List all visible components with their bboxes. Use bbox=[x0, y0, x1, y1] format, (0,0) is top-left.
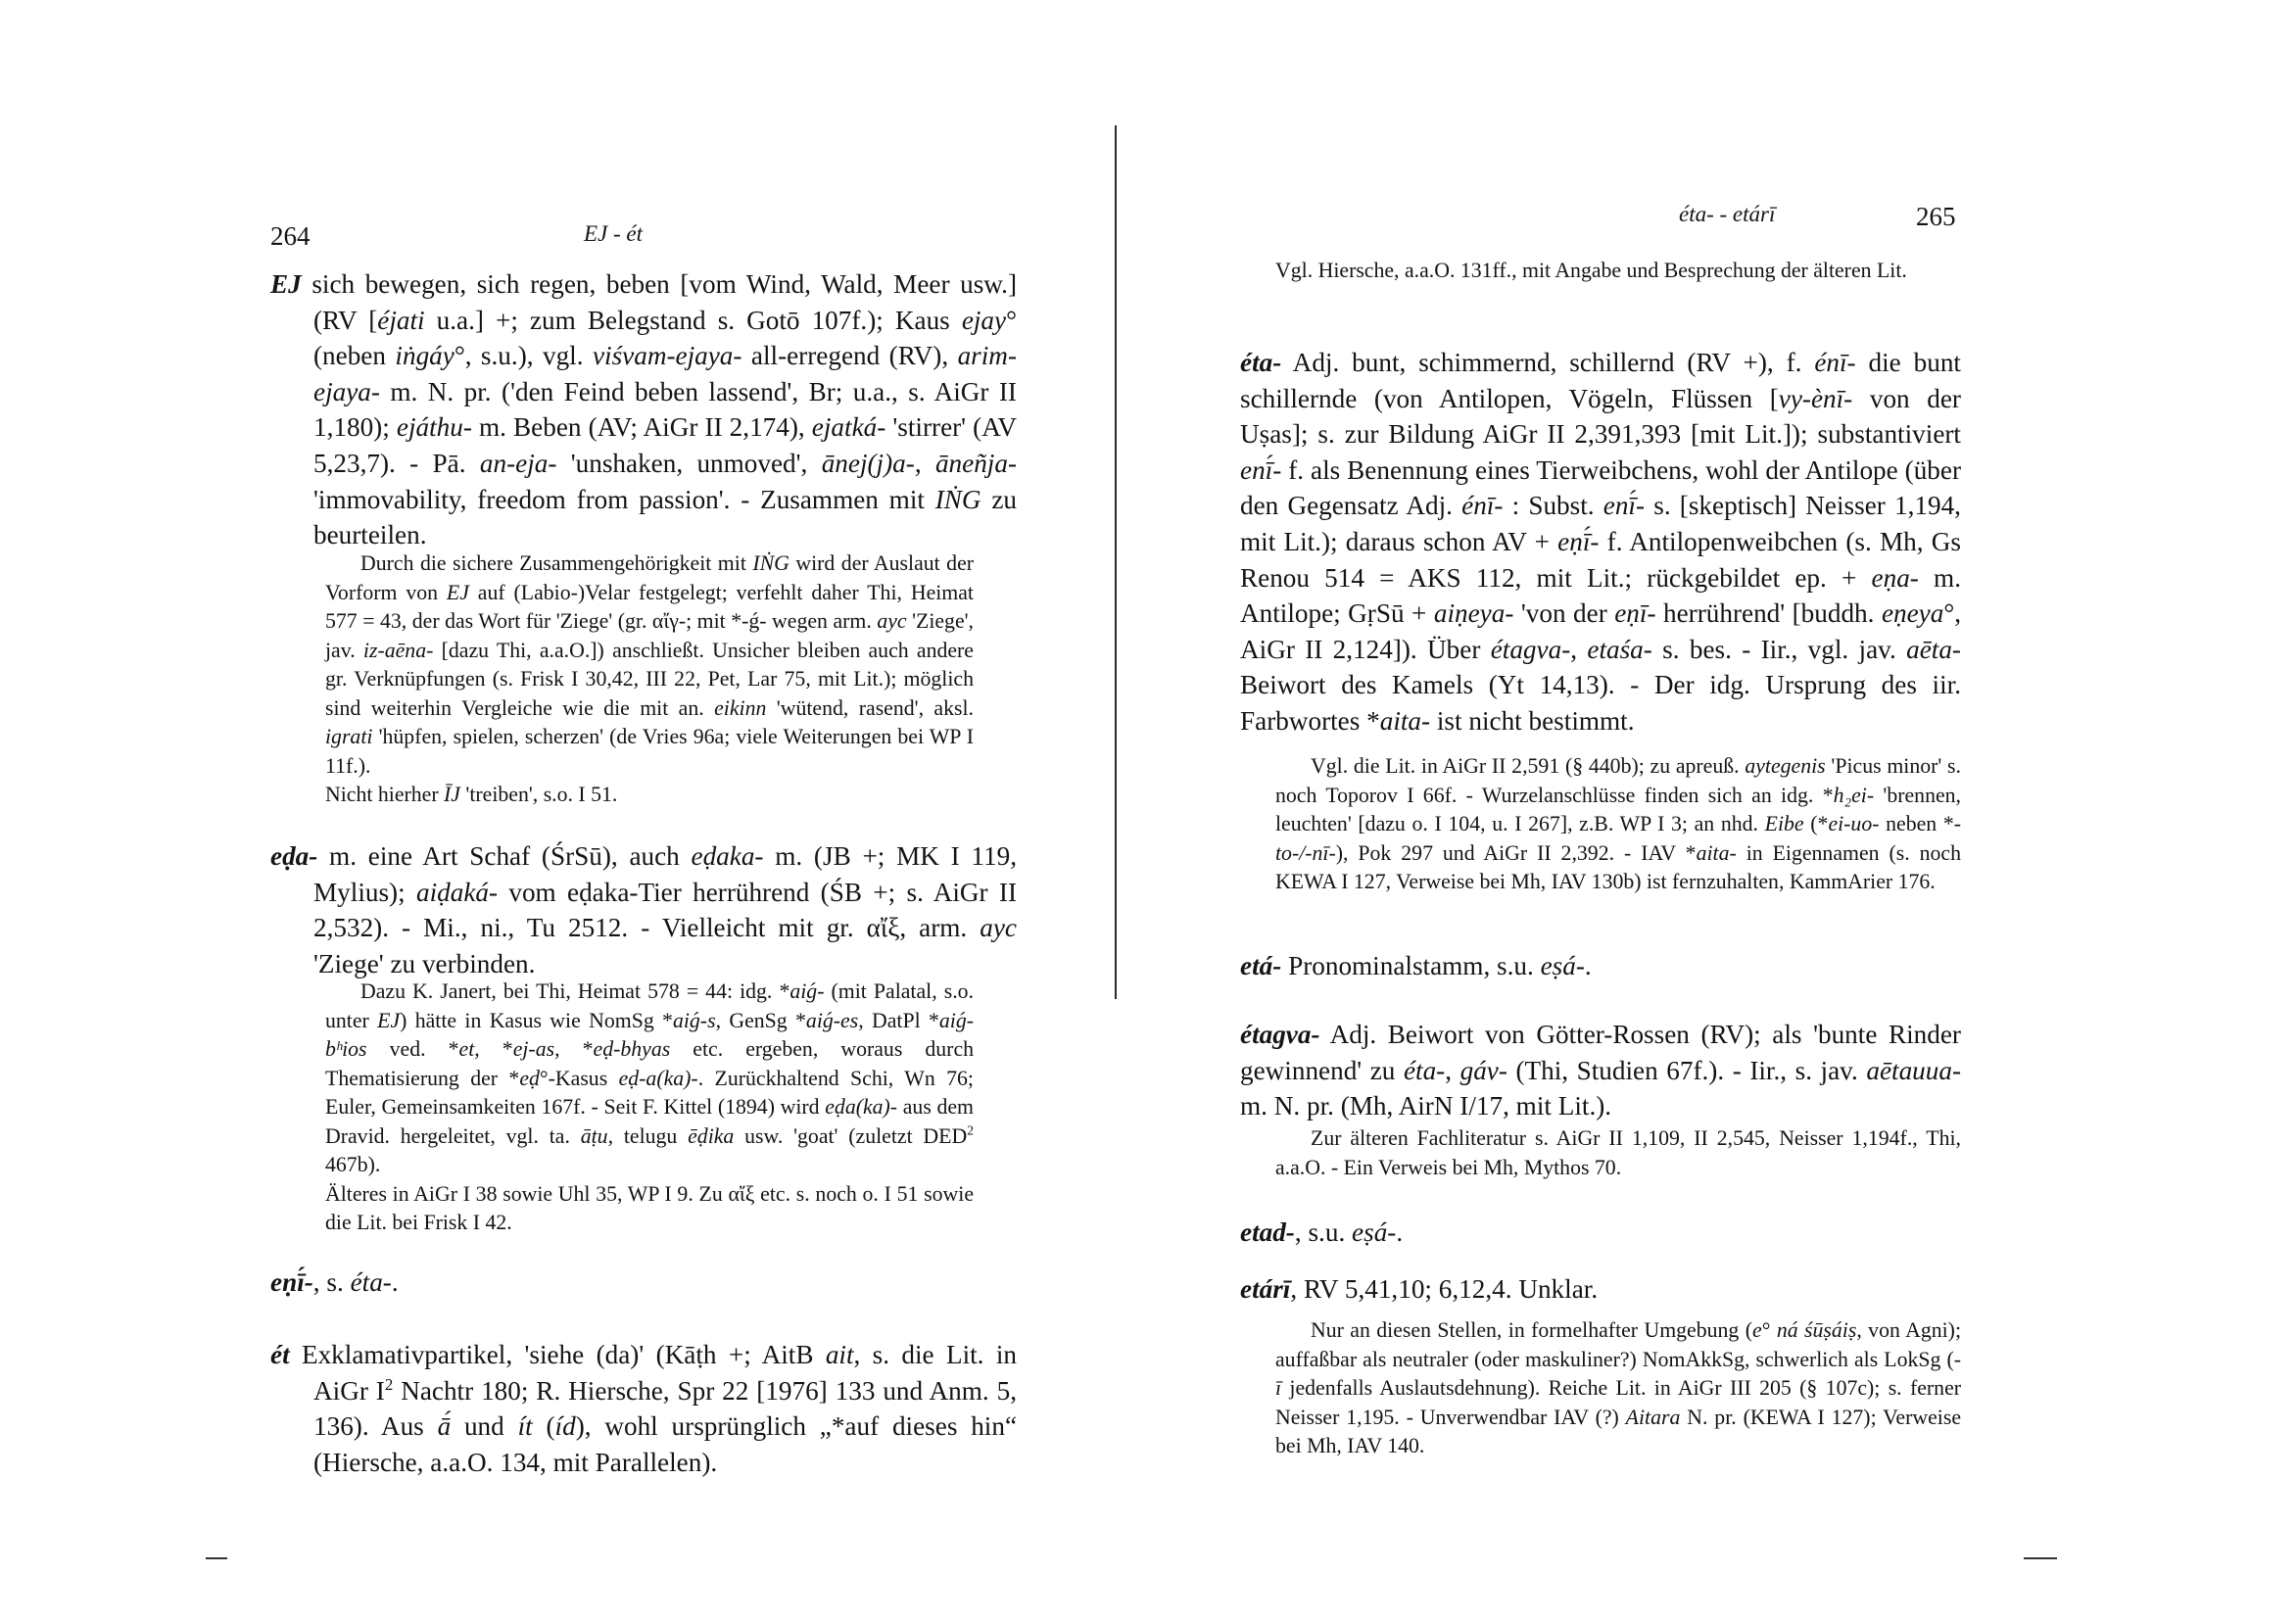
page-number: 265 bbox=[1916, 202, 1956, 231]
entry-etad: etad-, s.u. eṣá-. bbox=[1240, 1217, 1404, 1247]
entry-eni: eṇī́-, s. éta-. bbox=[270, 1267, 399, 1297]
entry-ej: EJ sich bewegen, sich regen, beben [vom Wind, Wald, Meer usw.] (RV [éjati u.a.] +; zum Belegstand s. Gotō 107f.); Kaus ejay° (neben iṅgáy°, s.u.), vgl. viśvam-ejaya- all-erregend (RV), arim-ejaya- m. N. pr. ('den Feind beben lassend', Br; u.a., s. AiGr II 1,180); ejáthu- m. Beben (AV; AiGr II 2,174), ejatká- 'stirrer' (AV 5,23,7). - Pā. an-eja- 'unshaken, unmoved', ānej(j)a-, āneñja- 'immovability, freedom from passion'. - Zusammen mit IṄG zu beurteilen. bbox=[270, 269, 1018, 550]
left-page bbox=[0, 0, 1117, 1622]
entry-etari: etárī, RV 5,41,10; 6,12,4. Unklar. bbox=[1240, 1274, 1599, 1304]
note-eda: Dazu K. Janert, bei Thi, Heimat 578 = 44: idg. *aiǵ- (mit Palatal, s.o. unter EJ) hätte in Kasus wie NomSg *aiǵ-s, GenSg *aiǵ-es, DatPl *aiǵ-bʰios ved. *et, *ej-as, *eḍ-bhyas etc. ergeben, woraus durch Thematisierung der *eḍ°-Kasus eḍ-a(ka)-. Zurückhaltend Schi, Wn 76; Euler, Gemeinsamkeiten 167f. - Seit F. Kittel (1894) wird eḍa(ka)- aus dem Dravid. hergeleitet, vgl. ta. āṭu, telugu ēḍika usw. 'goat' (zuletzt DED$^2$ 467b). Älteres in AiGr I 38 sowie Uhl 35, WP I 9. Zu αἴξ etc. s. noch o. I 51 sowie die Lit. bei Frisk I 42. bbox=[325, 979, 975, 1234]
note-ej: Durch die sichere Zusammengehörigkeit mit IṄG wird der Auslaut der Vorform von EJ auf (Labio-)Velar festgelegt; verfehlt daher Thi, Heimat 577 = 43, der das Wort für 'Ziege' (gr. αἴγ-; mit *-ǵ- wegen arm. ayc 'Ziege', jav. iz-aēna- [dazu Thi, a.a.O.]) anschließt. Unsicher bleiben auch andere gr. Verknüpfungen (s. Frisk I 30,42, III 22, Pet, Lar 75, mit Lit.); möglich sind weiterhin Vergleiche wie die mit an. eikinn 'wütend, rasend', aksl. igrati 'hüpfen, spielen, scherzen' (de Vries 96a; viele Weiterungen bei WP I 11f.). Nicht hierher ĪJ 'treiben', s.o. I 51. bbox=[325, 551, 975, 806]
note-etagva: Zur älteren Fachliteratur s. AiGr II 1,109, II 2,545, Neisser 1,194f., Thi, a.a.O. - Ein Verweis bei Mh, Mythos 70. bbox=[1275, 1126, 1961, 1179]
note-etari: Nur an diesen Stellen, in formelhafter Umgebung (e° ná śūṣáiṣ, von Agni); auffaßbar als neutraler (oder maskuliner?) NomAkkSg, schwerlich als LokSg (-ī jedenfalls Auslautsdehnung). Reiche Lit. in AiGr III 205 (§ 107c); s. ferner Neisser 1,195. - Unverwendbar IAV (?) Aitara N. pr. (KEWA I 127); Verweise bei Mh, IAV 140. bbox=[1275, 1318, 1961, 1457]
entry-eta-pron: etá- Pronominalstamm, s.u. eṣá-. bbox=[1240, 951, 1592, 980]
right-page bbox=[1117, 0, 2296, 1622]
note-eta: Vgl. die Lit. in AiGr II 2,591 (§ 440b); zu apreuß. aytegenis 'Picus minor' s. noch Toporov I 66f. - Wurzelanschlüsse finden sich an idg. *h₂ei- 'brennen, leuchten' [dazu o. I 104, u. I 267], z.B. WP I 3; an nhd. Eibe (*ei-uo- neben *-to-/-nī-), Pok 297 und AiGr II 2,392. - IAV *aita- in Eigennamen (s. noch KEWA I 127, Verweise bei Mh, IAV 130b) ist fernzuhalten, KammArier 176. bbox=[1275, 754, 1962, 893]
page-number: 264 bbox=[270, 221, 311, 251]
running-head: EJ - ét bbox=[584, 221, 644, 246]
entry-eta: éta- Adj. bunt, schimmernd, schillernd (RV +), f. énī- die bunt schillernde (von Antilopen, Vögeln, Flüssen [vy-ènī- von der Uṣas]; s. zur Bildung AiGr II 2,391,393 [mit Lit.]); substantiviert enī́- f. als Benennung eines Tierweibchens, wohl der Antilope (über den Gegensatz Adj. énī- : Subst. enī́- s. [skeptisch] Neisser 1,194, mit Lit.); daraus schon AV + eṇī́- f. Antilopenweibchen (s. Mh, Gs Renou 514 = AKS 112, mit Lit.; rückgebildet ep. + eṇa- m. Antilope; GṛSū + aiṇeya- 'von der eṇī- herrührend' [buddh. eṇeya°, AiGr II 2,124]). Über étagva-, etaśa- s. bes. - Iir., vgl. jav. aēta- Beiwort des Kamels (Yt 14,13). - Der idg. Ursprung des iir. Farbwortes *aita- ist nicht bestimmt. bbox=[1240, 348, 1962, 736]
note-top: Vgl. Hiersche, a.a.O. 131ff., mit Angabe und Besprechung der älteren Lit. bbox=[1275, 259, 1907, 282]
entry-eda: eḍa- m. eine Art Schaf (ŚrSū), auch eḍaka- m. (JB +; MK I 119, Mylius); aiḍaká- vom eḍaka-Tier herrührend (ŚB +; s. AiGr II 2,532). - Mi., ni., Tu 2512. - Vielleicht mit gr. αἴξ, arm. ayc 'Ziege' zu verbinden. bbox=[270, 841, 1018, 978]
entry-et: ét Exklamativpartikel, 'siehe (da)' (Kāṭh +; AitB ait, s. die Lit. in AiGr $I^2$ Nachtr 180; R. Hiersche, Spr 22 [1976] 133 und Anm. 5, 136). Aus ā́ und ít (íd), wohl ursprünglich „*auf dieses hin“ (Hiersche, a.a.O. 134, mit Parallelen). bbox=[270, 1340, 1018, 1477]
running-head: éta- - etárī bbox=[1679, 202, 1776, 226]
entry-etagva: étagva- Adj. Beiwort von Götter-Rossen (RV); als 'bunte Rinder gewinnend' zu éta-, gáv- (Thi, Studien 67f.). - Iir., s. jav. aētauua- m. N. pr. (Mh, AirN I/17, mit Lit.). bbox=[1240, 1020, 1962, 1121]
